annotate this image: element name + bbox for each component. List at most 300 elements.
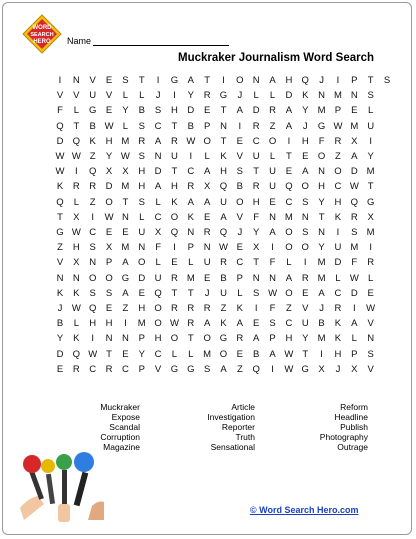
grid-letter: A — [203, 166, 211, 178]
grid-letter: R — [203, 227, 211, 238]
word-list-item: Headline — [334, 412, 368, 422]
grid-letter: Y — [367, 151, 374, 162]
grid-letter: W — [104, 120, 114, 132]
grid-letter: R — [269, 105, 276, 117]
word-list-column-2 — [207, 402, 255, 452]
grid-letter: Q — [219, 181, 228, 193]
grid-letter: E — [236, 242, 244, 254]
grid-letter: N — [318, 227, 326, 238]
grid-letter: Q — [350, 196, 358, 208]
grid-letter: J — [302, 120, 308, 132]
grid-letter: S — [89, 242, 96, 254]
grid-letter: S — [302, 196, 309, 208]
grid-letter: Q — [154, 287, 162, 299]
grid-letter: W — [349, 181, 359, 193]
grid-letter: R — [105, 363, 113, 375]
grid-letter: L — [188, 348, 194, 360]
grid-letter: M — [203, 348, 212, 360]
word-list-item: Magazine — [103, 442, 140, 452]
grid-letter: F — [269, 257, 276, 269]
grid-letter: L — [73, 196, 79, 208]
grid-letter: D — [138, 272, 146, 284]
grid-letter: I — [58, 75, 62, 86]
grid-letter: H — [318, 181, 326, 193]
grid-letter: E — [122, 348, 129, 360]
word-list-item: Photography — [319, 432, 368, 442]
grid-letter: V — [236, 151, 244, 162]
grid-letter: T — [253, 257, 260, 269]
word-list-column-3 — [320, 402, 368, 452]
grid-letter: O — [138, 257, 146, 269]
grid-letter: O — [301, 181, 309, 193]
grid-letter: R — [171, 303, 178, 314]
grid-letter: R — [236, 333, 244, 345]
grid-letter: V — [367, 363, 374, 375]
grid-letter: E — [367, 287, 374, 299]
grid-letter: V — [154, 363, 162, 375]
word-list-item: Reform — [340, 402, 368, 412]
grid-letter: C — [89, 227, 97, 238]
grid-letter: B — [89, 120, 96, 132]
grid-letter: M — [317, 333, 326, 345]
grid-letter: R — [72, 181, 80, 193]
grid-letter: L — [286, 257, 292, 269]
microphones-illustration — [18, 448, 104, 522]
grid-letter: I — [173, 90, 176, 102]
grid-letter: K — [73, 287, 80, 299]
grid-letter: S — [138, 151, 145, 162]
grid-letter: R — [203, 90, 211, 102]
grid-letter: I — [189, 151, 193, 162]
grid-letter: N — [72, 75, 80, 86]
grid-letter: O — [285, 287, 293, 299]
grid-letter: H — [105, 135, 113, 147]
grid-letter: F — [155, 242, 161, 254]
grid-letter: W — [71, 303, 81, 314]
grid-letter: B — [138, 105, 145, 117]
grid-letter: N — [121, 333, 129, 345]
grid-letter: I — [336, 227, 340, 238]
grid-letter: Y — [302, 333, 309, 345]
grid-letter: L — [122, 90, 129, 102]
grid-letter: E — [122, 227, 129, 238]
grid-letter: O — [203, 333, 211, 345]
grid-letter: I — [352, 303, 356, 314]
grid-letter: R — [252, 181, 260, 193]
grid-letter: U — [203, 257, 211, 269]
grid-letter: Y — [105, 151, 113, 162]
grid-letter: Z — [122, 303, 129, 314]
grid-letter: F — [318, 135, 325, 147]
grid-letter: E — [203, 105, 211, 117]
word-list-item: Reporter — [221, 422, 255, 432]
grid-letter: J — [335, 363, 341, 375]
grid-letter: M — [137, 318, 146, 330]
grid-letter: A — [285, 272, 293, 284]
grid-letter: K — [171, 196, 178, 208]
grid-letter: K — [56, 181, 64, 193]
grid-letter: X — [318, 363, 325, 375]
grid-letter: W — [120, 151, 130, 162]
grid-letter: S — [367, 348, 374, 360]
grid-letter: U — [138, 227, 146, 238]
grid-letter: U — [269, 166, 276, 178]
grid-letter: A — [203, 318, 211, 330]
grid-letter: R — [187, 181, 195, 193]
grid-letter: H — [138, 166, 146, 178]
grid-letter: A — [269, 75, 276, 86]
grid-letter: V — [105, 90, 113, 102]
grid-letter: I — [173, 242, 176, 254]
grid-letter: E — [203, 272, 211, 284]
word-list-item: Expose — [111, 412, 140, 422]
grid-letter: M — [333, 90, 342, 102]
grid-letter: G — [317, 120, 326, 132]
grid-letter: A — [122, 257, 129, 269]
grid-letter: P — [138, 333, 145, 345]
grid-letter: T — [318, 211, 325, 223]
grid-letter: K — [302, 90, 309, 102]
grid-letter: L — [73, 105, 79, 117]
grid-letter: W — [55, 166, 65, 178]
grid-letter: X — [122, 166, 129, 178]
grid-letter: Y — [318, 196, 325, 208]
grid-letter: F — [253, 211, 260, 223]
grid-letter: T — [187, 333, 194, 345]
grid-letter: R — [350, 211, 358, 223]
svg-text:WORD: WORD — [32, 25, 52, 31]
grid-letter: M — [366, 166, 375, 178]
grid-letter: O — [268, 135, 277, 147]
grid-letter: M — [317, 105, 326, 117]
grid-letter: N — [350, 90, 358, 102]
grid-letter: C — [236, 257, 244, 269]
grid-letter: E — [138, 287, 145, 299]
grid-letter: E — [351, 105, 358, 117]
grid-letter: E — [236, 135, 244, 147]
grid-letter: I — [75, 166, 78, 178]
grid-letter: P — [105, 257, 113, 269]
grid-letter: D — [56, 135, 64, 147]
grid-letter: W — [366, 303, 376, 314]
grid-letter: S — [122, 75, 129, 86]
grid-letter: W — [349, 272, 359, 284]
grid-letter: T — [285, 151, 292, 162]
copyright-link[interactable]: © Word Search Hero.com — [250, 505, 359, 515]
grid-letter: A — [187, 196, 194, 208]
grid-letter: V — [73, 90, 80, 102]
grid-letter: L — [122, 120, 129, 132]
grid-letter: V — [89, 75, 96, 86]
grid-letter: P — [236, 272, 244, 284]
grid-letter: I — [303, 257, 307, 269]
grid-letter: X — [73, 211, 80, 223]
grid-letter: X — [351, 363, 358, 375]
grid-letter: C — [154, 211, 162, 223]
grid-letter: N — [89, 257, 97, 269]
grid-letter: F — [351, 257, 358, 269]
grid-letter: R — [367, 257, 375, 269]
grid-letter: T — [367, 75, 374, 86]
grid-letter: C — [89, 363, 97, 375]
name-label: Name — [67, 36, 92, 46]
grid-letter: U — [334, 242, 342, 254]
grid-letter: L — [188, 257, 194, 269]
grid-letter: J — [319, 75, 324, 86]
grid-letter: L — [171, 348, 178, 360]
grid-letter: C — [334, 181, 342, 193]
grid-letter: N — [220, 120, 227, 132]
grid-letter: Z — [269, 120, 276, 132]
grid-letter: A — [302, 166, 309, 178]
grid-letter: H — [285, 333, 293, 345]
grid-letter: N — [252, 272, 260, 284]
grid-letter: W — [268, 287, 278, 299]
word-list-item: Truth — [235, 432, 255, 442]
grid-letter: L — [269, 151, 276, 162]
grid-letter: D — [285, 90, 293, 102]
grid-letter: B — [56, 318, 64, 330]
svg-text:HERO: HERO — [33, 39, 51, 45]
name-field-line[interactable] — [93, 45, 229, 46]
grid-letter: L — [335, 272, 341, 284]
word-list-item: Publish — [340, 422, 368, 432]
grid-letter: W — [55, 151, 65, 162]
grid-letter: E — [56, 363, 64, 375]
grid-letter: K — [236, 303, 244, 314]
grid-letter: U — [220, 196, 227, 208]
grid-letter: I — [222, 75, 225, 86]
grid-letter: Z — [220, 303, 227, 314]
grid-letter: A — [220, 363, 227, 375]
grid-letter: H — [171, 105, 178, 117]
grid-letter: I — [369, 242, 372, 254]
grid-letter: T — [187, 287, 194, 299]
grid-letter: L — [351, 333, 357, 345]
grid-letter: M — [121, 242, 130, 254]
grid-letter: L — [204, 151, 210, 162]
grid-letter: O — [154, 303, 162, 314]
grid-letter: V — [56, 257, 64, 269]
grid-letter: W — [284, 363, 294, 375]
grid-letter: T — [138, 75, 145, 86]
grid-letter: R — [334, 135, 342, 147]
grid-letter: R — [171, 272, 178, 284]
grid-letter: O — [105, 196, 113, 208]
grid-letter: M — [121, 135, 130, 147]
grid-letter: S — [269, 318, 276, 330]
grid-letter: M — [350, 242, 359, 254]
grid-letter: I — [320, 348, 323, 360]
svg-text:SEARCH: SEARCH — [30, 32, 54, 38]
grid-letter: C — [252, 135, 260, 147]
grid-letter: T — [220, 105, 227, 117]
grid-letter: P — [351, 348, 358, 360]
grid-letter: X — [105, 242, 113, 254]
grid-letter: Z — [57, 242, 63, 254]
grid-letter: L — [155, 196, 161, 208]
grid-letter: H — [334, 196, 342, 208]
grid-letter: L — [253, 90, 259, 102]
grid-letter: M — [284, 211, 293, 223]
grid-letter: I — [156, 75, 160, 86]
grid-letter: S — [138, 120, 145, 132]
grid-letter: T — [220, 135, 227, 147]
grid-letter: G — [187, 363, 195, 375]
grid-letter: S — [89, 287, 96, 299]
grid-letter: V — [56, 90, 64, 102]
grid-letter: D — [334, 257, 342, 269]
grid-letter: O — [105, 272, 113, 284]
grid-letter: N — [121, 211, 129, 223]
grid-letter: N — [269, 272, 276, 284]
grid-letter: H — [154, 333, 162, 345]
grid-letter: J — [237, 227, 243, 238]
grid-letter: A — [122, 287, 129, 299]
word-list-item: Scandal — [109, 422, 140, 432]
grid-letter: N — [138, 242, 146, 254]
grid-letter: D — [350, 166, 358, 178]
grid-letter: M — [350, 120, 359, 132]
grid-letter: G — [170, 75, 179, 86]
grid-letter: Y — [56, 333, 64, 345]
grid-letter: X — [154, 227, 162, 238]
grid-letter: K — [220, 318, 227, 330]
grid-letter: I — [124, 318, 127, 330]
grid-letter: S — [105, 287, 113, 299]
grid-letter: D — [252, 105, 260, 117]
grid-letter: L — [155, 257, 161, 269]
grid-letter: A — [154, 181, 162, 193]
grid-letter: Q — [285, 181, 293, 193]
grid-letter: T — [367, 181, 374, 193]
word-list-column-1 — [100, 402, 140, 452]
grid-letter: I — [271, 242, 274, 254]
grid-letter: R — [72, 363, 80, 375]
grid-letter: A — [318, 287, 325, 299]
grid-letter: C — [334, 287, 342, 299]
grid-letter: T — [122, 196, 129, 208]
grid-letter: R — [171, 135, 178, 147]
grid-letter: M — [317, 272, 326, 284]
grid-letter: Y — [138, 348, 145, 360]
word-list-item: Muckraker — [100, 402, 140, 412]
grid-letter: K — [334, 333, 342, 345]
grid-letter: Z — [285, 303, 292, 314]
grid-letter: A — [269, 348, 276, 360]
grid-letter: B — [220, 272, 227, 284]
word-list-item: Article — [231, 402, 255, 412]
grid-letter: H — [220, 166, 227, 178]
grid-letter: H — [138, 181, 146, 193]
grid-letter: W — [104, 211, 114, 223]
grid-letter: O — [170, 333, 179, 345]
grid-letter: G — [219, 333, 228, 345]
grid-letter: I — [238, 120, 242, 132]
grid-letter: C — [285, 318, 293, 330]
grid-letter: I — [91, 211, 94, 223]
grid-letter: U — [252, 151, 260, 162]
grid-letter: J — [155, 90, 161, 102]
grid-letter: B — [236, 181, 244, 193]
grid-letter: A — [187, 75, 194, 86]
grid-letter: N — [252, 75, 260, 86]
grid-letter: H — [72, 242, 80, 254]
grid-letter: T — [253, 166, 260, 178]
grid-letter: S — [383, 75, 391, 86]
grid-letter: A — [351, 318, 358, 330]
grid-letter: L — [139, 211, 145, 223]
grid-letter: U — [171, 151, 178, 162]
grid-letter: K — [334, 318, 342, 330]
grid-letter: G — [219, 90, 228, 102]
grid-letter: E — [236, 348, 244, 360]
grid-letter: E — [285, 166, 293, 178]
grid-letter: P — [351, 75, 358, 86]
grid-letter: K — [89, 135, 96, 147]
grid-letter: P — [269, 333, 276, 345]
word-list-item: Outrage — [337, 442, 368, 452]
grid-letter: M — [366, 227, 375, 238]
grid-letter: U — [220, 287, 227, 299]
grid-letter: C — [187, 166, 195, 178]
grid-letter: A — [285, 105, 293, 117]
grid-letter: G — [170, 363, 179, 375]
grid-letter: E — [105, 303, 113, 314]
grid-letter: P — [138, 363, 145, 375]
grid-letter: E — [269, 196, 276, 208]
grid-letter: L — [367, 105, 374, 117]
grid-letter: O — [285, 242, 293, 254]
grid-letter: V — [367, 318, 374, 330]
grid-letter: E — [253, 318, 260, 330]
grid-letter: R — [252, 120, 260, 132]
grid-letter: X — [253, 242, 260, 254]
grid-letter: A — [236, 105, 244, 117]
grid-letter: Y — [253, 227, 260, 238]
grid-letter: W — [219, 242, 228, 254]
grid-letter: O — [154, 318, 162, 330]
grid-letter: Q — [72, 135, 81, 147]
grid-letter: B — [187, 120, 194, 132]
grid-letter: H — [171, 181, 178, 193]
grid-letter: K — [73, 333, 80, 345]
grid-letter: H — [301, 135, 309, 147]
grid-letter: W — [88, 348, 98, 360]
page-title: Muckraker Journalism Word Search — [178, 52, 374, 64]
grid-letter: A — [220, 211, 227, 223]
grid-letter: U — [154, 272, 162, 284]
grid-letter: D — [187, 105, 195, 117]
grid-letter: N — [72, 272, 80, 284]
grid-letter: L — [73, 318, 79, 330]
grid-letter: D — [154, 166, 162, 178]
grid-letter: Q — [72, 348, 81, 360]
grid-letter: I — [91, 333, 94, 345]
grid-letter: X — [105, 166, 113, 178]
grid-letter: E — [105, 105, 113, 117]
grid-letter: I — [254, 303, 258, 314]
grid-letter: S — [367, 90, 374, 102]
grid-letter: N — [105, 333, 113, 345]
grid-letter: X — [351, 135, 358, 147]
grid-letter: U — [367, 120, 375, 132]
grid-letter: U — [269, 181, 276, 193]
grid-letter: T — [73, 120, 80, 132]
grid-letter: W — [71, 151, 81, 162]
grid-letter: V — [302, 303, 309, 314]
grid-letter: Y — [122, 105, 129, 117]
